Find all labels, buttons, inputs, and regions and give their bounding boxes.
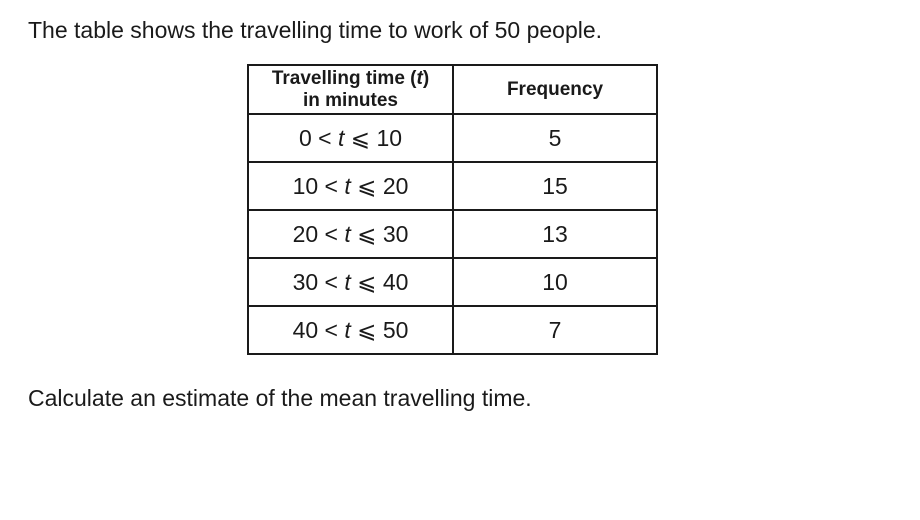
table-row — [248, 162, 657, 210]
header-frequency: Frequency — [453, 65, 657, 114]
time-interval-cell: 10 < t ⩽ 20 — [248, 162, 453, 210]
table-row — [248, 306, 657, 354]
time-interval-cell: 20 < t ⩽ 30 — [248, 210, 453, 258]
frequency-cell: 7 — [453, 306, 657, 354]
time-interval-cell: 30 < t ⩽ 40 — [248, 258, 453, 306]
question-text: Calculate an estimate of the mean travelling time. — [28, 385, 532, 411]
header-travelling-time-line1: Travelling time (t) — [271, 67, 430, 89]
table-row — [248, 114, 657, 162]
frequency-cell: 10 — [453, 258, 657, 306]
table-row — [248, 258, 657, 306]
header-travelling-time-line2: in minutes — [302, 89, 398, 111]
header-travelling-time — [248, 65, 453, 114]
frequency-cell: 13 — [453, 210, 657, 258]
time-interval-cell: 0 < t ⩽ 10 — [248, 114, 453, 162]
frequency-cell: 5 — [453, 114, 657, 162]
frequency-cell: 15 — [453, 162, 657, 210]
table-header-row — [248, 65, 657, 114]
frequency-table — [247, 64, 658, 355]
intro-text: The table shows the travelling time to work of 50 people. — [28, 17, 603, 43]
table-row — [248, 210, 657, 258]
time-interval-cell: 40 < t ⩽ 50 — [248, 306, 453, 354]
